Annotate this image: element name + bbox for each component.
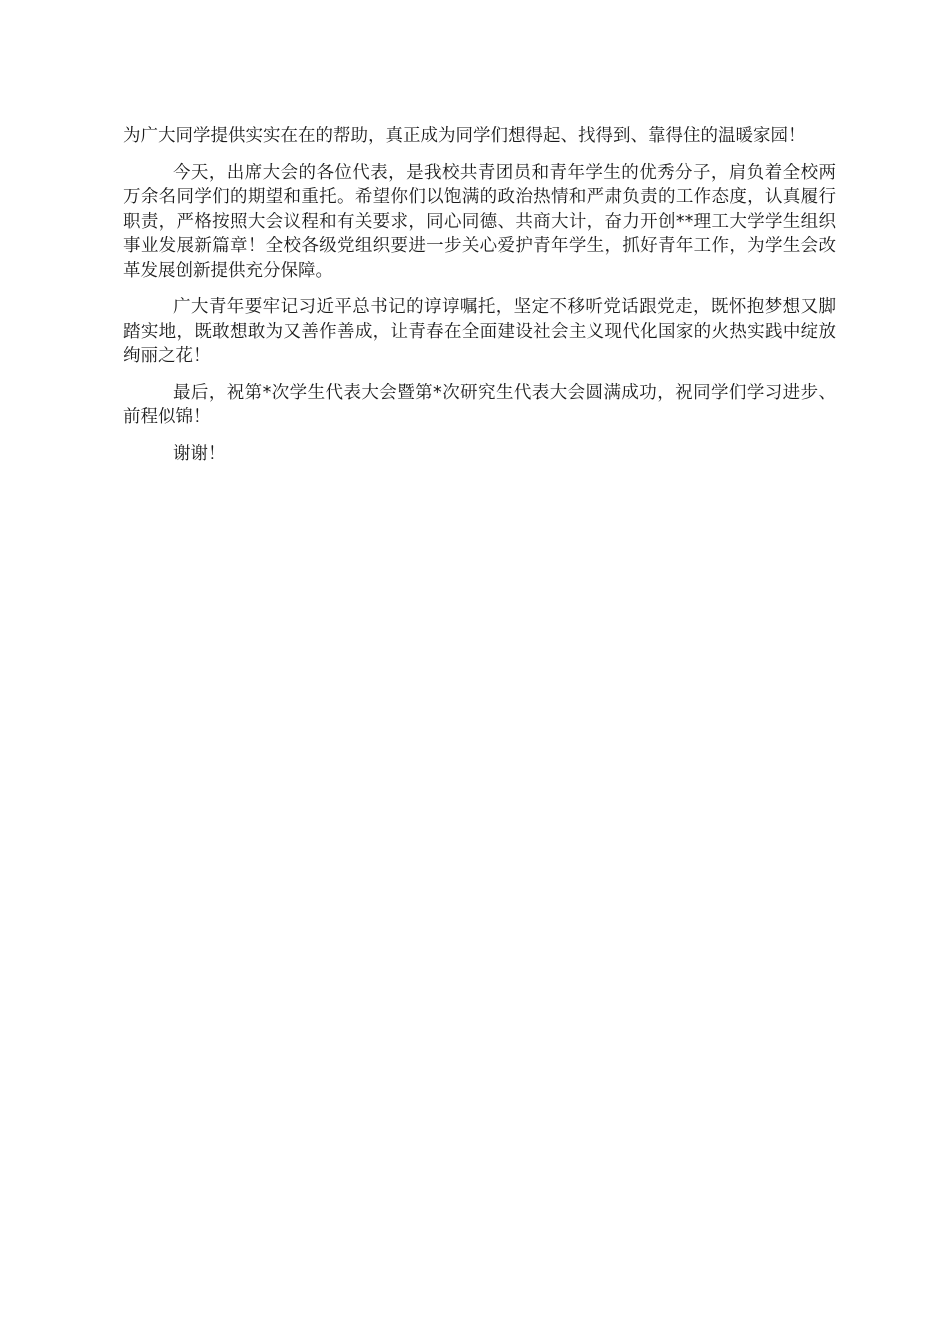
- paragraph-continuation: 为广大同学提供实实在在的帮助，真正成为同学们想得起、找得到、靠得住的温暖家园！: [123, 126, 806, 146]
- document-body: [123, 124, 836, 478]
- paragraph-delegates: 今天，出席大会的各位代表，是我校共青团员和青年学生的优秀分子，肩负着全校两万余名同学们的期望和重托。希望你们以饱满的政治热情和严肃负责的工作态度，认真履行职责，严格按照大会议程和有关要求，同心同德、共商大计，奋力开创**理工大学学生组织事业发展新篇章！全校各级党组织要进一步关心爱护青年学生，抓好青年工作，为学生会改革发展创新提供充分保障。: [123, 162, 836, 281]
- paragraph-youth: 广大青年要牢记习近平总书记的谆谆嘱托，坚定不移听党话跟党走，既怀抱梦想又脚踏实地，既敢想敢为又善作善成，让青春在全面建设社会主义现代化国家的火热实践中绽放绚丽之花！: [123, 297, 836, 366]
- paragraph-thanks: 谢谢！: [173, 443, 226, 464]
- paragraph-closing-wishes: 最后，祝第*次学生代表大会暨第*次研究生代表大会圆满成功，祝同学们学习进步、前程似锦！: [123, 382, 836, 427]
